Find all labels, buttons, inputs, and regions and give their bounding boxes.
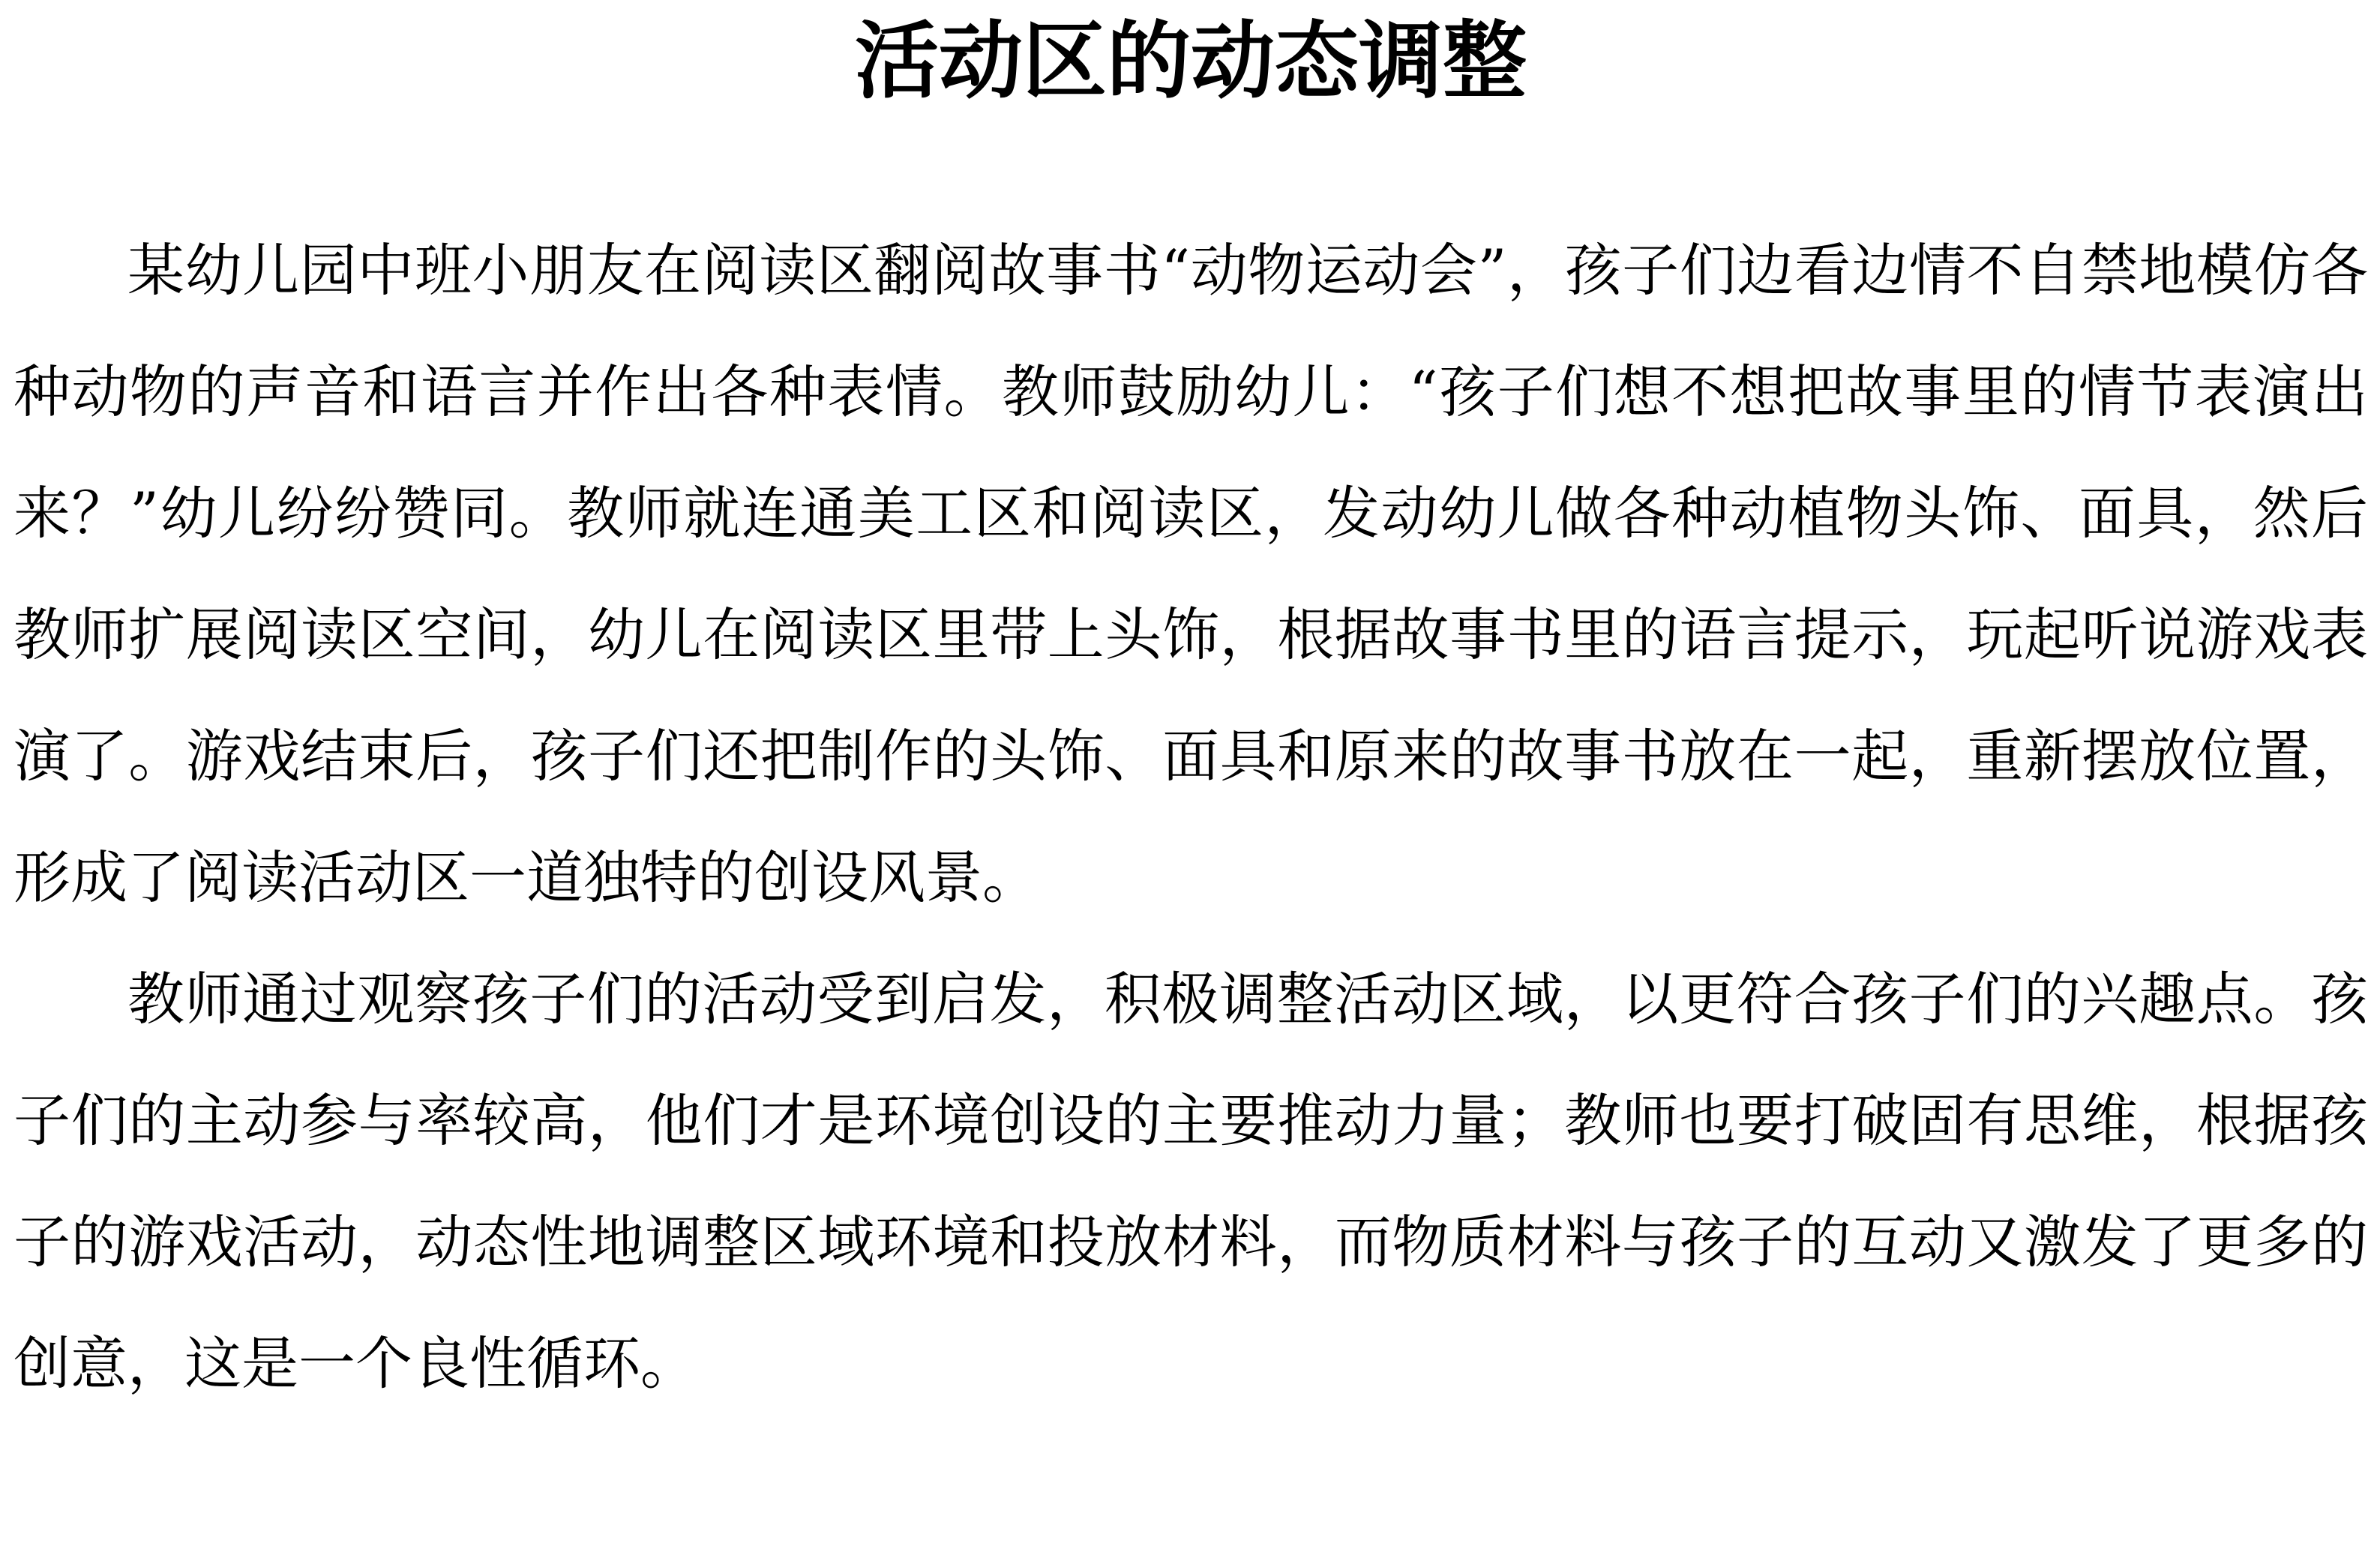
document-page [13,0,2368,1561]
document-title: 活动区的动态调整 [855,12,1527,110]
document-body [13,210,2368,1425]
paragraph-2: 教师通过观察孩子们的活动受到启发，积极调整活动区域，以更符合孩子们的兴趣点。孩子们的主动参与率较高，他们才是环境创设的主要推动力量；教师也要打破固有思维，根据孩子的游戏活动，动态性地调整区域环境和投放材料，而物质材料与孩子的互动又激发了更多的创意，这是一个良性循环。 [13,966,2368,1397]
paragraph-1: 某幼儿园中班小朋友在阅读区翻阅故事书“动物运动会”，孩子们边看边情不自禁地模仿各种动物的声音和语言并作出各种表情。教师鼓励幼儿：“孩子们想不想把故事里的情节表演出来？”幼儿纷纷赞同。教师就连通美工区和阅读区，发动幼儿做各种动植物头饰、面具，然后教师扩展阅读区空间，幼儿在阅读区里带上头饰，根据故事书里的语言提示，玩起听说游戏表演了。游戏结束后，孩子们还把制作的头饰、面具和原来的故事书放在一起，重新摆放位置，形成了阅读活动区一道独特的创设风景。 [13,237,2368,911]
